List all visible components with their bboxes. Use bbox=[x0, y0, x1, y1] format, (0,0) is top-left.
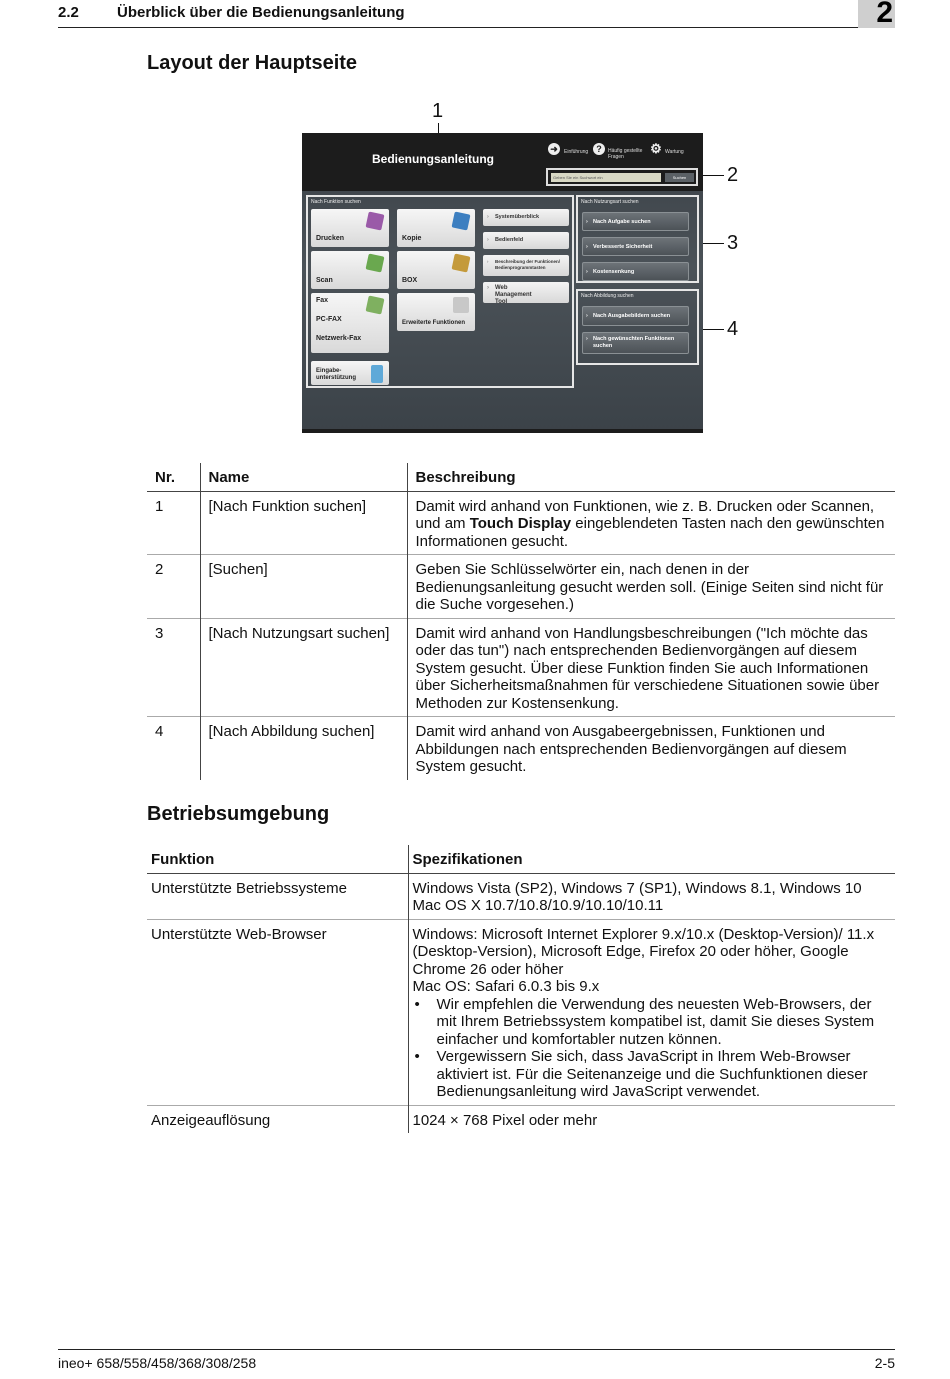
table-row bbox=[147, 555, 895, 619]
callout-1: 1 bbox=[432, 100, 444, 122]
table-header-row bbox=[147, 463, 895, 491]
search-area bbox=[546, 168, 698, 186]
row-browser-name: Unterstützte Web-Browser bbox=[147, 919, 408, 1105]
tile-input-support-label: Eingabe- unterstützung bbox=[316, 368, 356, 381]
header-rule bbox=[58, 27, 858, 28]
col-header-nr: Nr. bbox=[147, 463, 200, 491]
btn-search-desired-functions[interactable]: › Nach gewünschten Funktionen suchen bbox=[582, 332, 689, 354]
screenshot-bottom-bar bbox=[302, 429, 703, 433]
table-header-row bbox=[147, 845, 895, 873]
row-name: [Nach Funktion suchen] bbox=[200, 491, 407, 555]
btn-web-management-tool[interactable]: › Web Management Tool bbox=[483, 282, 569, 303]
callout-2-line bbox=[700, 175, 724, 176]
browser-notes bbox=[413, 996, 886, 1101]
tile-input-support[interactable] bbox=[311, 361, 389, 385]
usage-panel-label: Nach Nutzungsart suchen bbox=[581, 199, 639, 205]
row-resolution-value: 1024 × 768 Pixel oder mehr bbox=[412, 1111, 598, 1129]
os-windows: Windows Vista (SP2), Windows 7 (SP1), Windows 8.1, Windows 10 bbox=[412, 879, 862, 897]
image-search-panel bbox=[576, 289, 699, 365]
tile-netfax-label: Netzwerk-Fax bbox=[316, 335, 362, 342]
section-number: 2.2 bbox=[58, 4, 79, 21]
browser-mac: Mac OS: Safari 6.0.3 bis 9.x bbox=[412, 978, 600, 995]
search-input[interactable]: Geben Sie ein Suchwort ein bbox=[551, 173, 661, 182]
btn-search-output-images[interactable]: › Nach Ausgabebildern suchen bbox=[582, 306, 689, 326]
copy-icon bbox=[452, 212, 471, 231]
table-row bbox=[147, 1105, 895, 1133]
advanced-icon bbox=[453, 297, 469, 313]
screenshot-title: Bedienungsanleitung bbox=[372, 152, 495, 166]
row-name: [Suchen] bbox=[200, 555, 407, 619]
tile-fax-label: Fax bbox=[316, 297, 329, 304]
table-row bbox=[147, 873, 895, 919]
btn-cost-reduction[interactable]: › Kostensenkung bbox=[582, 262, 689, 281]
layout-section-title: Layout der Hauptseite bbox=[147, 52, 358, 74]
print-icon bbox=[366, 212, 385, 231]
callout-3-line bbox=[700, 243, 724, 244]
tile-print-label: Drucken bbox=[316, 235, 345, 242]
row-name: [Nach Abbildung suchen] bbox=[200, 717, 407, 780]
row-description-text: Damit wird anhand von Funktionen, wie z. B. Drucken oder Scannen, und am bbox=[415, 497, 875, 532]
row-nr: 1 bbox=[147, 491, 200, 555]
callout-4: 4 bbox=[727, 318, 739, 340]
tile-advanced[interactable] bbox=[397, 293, 475, 331]
search-button[interactable]: Suchen bbox=[665, 173, 694, 182]
row-description: Damit wird anhand von Handlungsbeschreibungen ("Ich möchte das oder das tun") nach entsprechenden Bedienvorgängen auf diesem System gesucht. Über diese Funktion finden Sie auch Informationen über Sicherheitsmaßnahmen für verschiedene Situationen sowie über Methoden zur Kostensenkung. bbox=[415, 624, 880, 712]
row-browser-value bbox=[408, 919, 895, 1105]
browser-windows: Windows: Microsoft Internet Explorer 9.x/10.x (Desktop-Version)/ 11.x (Desktop-Version), Microsoft Edge, Firefox 20 oder höher, Google Chrome 26 oder höher bbox=[412, 925, 875, 978]
table-row bbox=[147, 919, 895, 1105]
list-item: • Wir empfehlen die Verwendung des neuesten Web-Browsers, der mit Ihrem Betriebssystem kompatibel ist, damit Sie dieses System einfacher und komfortabler nutzen können. bbox=[413, 996, 886, 1049]
tile-box[interactable] bbox=[397, 251, 475, 289]
tile-scan[interactable] bbox=[311, 251, 389, 289]
row-os-name: Unterstützte Betriebssysteme bbox=[147, 873, 408, 919]
image-panel-label: Nach Abbildung suchen bbox=[581, 293, 634, 299]
row-description: Damit wird anhand von Ausgabeergebnissen, Funktionen und Abbildungen nach entsprechenden Bedienvorgängen auf diesem System gesucht. bbox=[415, 723, 847, 775]
footer-rule bbox=[58, 1349, 895, 1350]
usage-search-panel bbox=[576, 195, 699, 283]
link-intro[interactable]: Einführung bbox=[564, 149, 589, 155]
touch-display-term: Touch Display bbox=[469, 515, 572, 532]
row-description: Geben Sie Schlüsselwörter ein, nach denen in der Bedienungsanleitung gesucht werden soll. (Einige Seiten sind nicht für die Suche vorgesehen.) bbox=[415, 561, 884, 613]
col-header-function: Funktion bbox=[147, 845, 408, 873]
tile-pcfax-label: PC-FAX bbox=[316, 316, 342, 323]
chapter-tab bbox=[858, 0, 895, 28]
tile-advanced-label: Erweiterte Funktionen bbox=[402, 320, 466, 326]
list-item: • Vergewissern Sie sich, dass JavaScript in Ihrem Web-Browser aktiviert ist. Für die Seitenanzeige und die Suchfunktionen dieser Bedienungsanleitung wird JavaScript verwendet. bbox=[413, 1048, 886, 1101]
os-mac: Mac OS X 10.7/10.8/10.9/10.10/10.11 bbox=[412, 897, 664, 914]
tile-fax-group[interactable] bbox=[311, 293, 389, 353]
btn-system-overview[interactable]: › Systemüberblick bbox=[483, 209, 569, 226]
input-support-icon bbox=[371, 365, 383, 383]
table-row bbox=[147, 491, 895, 555]
btn-control-panel[interactable]: › Bedienfeld bbox=[483, 232, 569, 249]
layout-description-table bbox=[147, 463, 895, 780]
environment-section-title: Betriebsumgebung bbox=[147, 803, 330, 825]
scan-icon bbox=[366, 254, 385, 273]
footer-page-number: 2-5 bbox=[874, 1355, 895, 1371]
btn-search-by-task[interactable]: › Nach Aufgabe suchen bbox=[582, 212, 689, 231]
col-header-specifications: Spezifikationen bbox=[412, 851, 523, 868]
table-row bbox=[147, 717, 895, 780]
link-maintenance[interactable]: Wartung bbox=[665, 149, 684, 155]
manual-main-page-screenshot bbox=[302, 133, 703, 433]
footer-model: ineo+ 658/558/458/368/308/258 bbox=[58, 1355, 257, 1371]
intro-icon[interactable]: ➜ bbox=[548, 143, 560, 155]
table-row bbox=[147, 618, 895, 717]
btn-function-description[interactable]: › Beschreibung der Funktionen/ Bedienprogrammtasten bbox=[483, 255, 569, 276]
gear-icon[interactable]: ⚙ bbox=[650, 141, 662, 156]
row-nr: 2 bbox=[147, 555, 200, 619]
faq-icon[interactable]: ? bbox=[593, 143, 605, 155]
row-nr: 3 bbox=[147, 618, 200, 717]
tile-scan-label: Scan bbox=[316, 277, 333, 284]
row-name: [Nach Nutzungsart suchen] bbox=[200, 618, 407, 717]
link-faq[interactable]: Häufig gestellte Fragen bbox=[608, 148, 643, 160]
tile-print[interactable] bbox=[311, 209, 389, 247]
row-description bbox=[407, 491, 895, 555]
col-header-name: Name bbox=[200, 463, 407, 491]
tile-copy-label: Kopie bbox=[402, 235, 422, 242]
screenshot-top-links bbox=[548, 143, 698, 161]
callout-2: 2 bbox=[727, 164, 739, 186]
tile-copy[interactable] bbox=[397, 209, 475, 247]
environment-table bbox=[147, 845, 895, 1133]
col-header-description: Beschreibung bbox=[415, 469, 516, 486]
chapter-number: 2 bbox=[876, 0, 893, 29]
function-panel-label: Nach Funktion suchen bbox=[311, 199, 361, 205]
callout-4-line bbox=[700, 329, 724, 330]
fax-icon bbox=[366, 296, 385, 315]
row-description-text: eingeblendeten Tasten nach den gewünschten Informationen gesucht. bbox=[415, 515, 885, 550]
row-os-value bbox=[408, 873, 895, 919]
section-header-title: Überblick über die Bedienungsanleitung bbox=[117, 4, 405, 21]
box-icon bbox=[452, 254, 471, 273]
function-search-panel bbox=[306, 195, 574, 388]
row-resolution-name: Anzeigeauflösung bbox=[147, 1105, 408, 1133]
callout-3: 3 bbox=[727, 232, 739, 254]
row-nr: 4 bbox=[147, 717, 200, 780]
btn-improved-security[interactable]: › Verbesserte Sicherheit bbox=[582, 237, 689, 256]
tile-box-label: BOX bbox=[402, 277, 418, 284]
